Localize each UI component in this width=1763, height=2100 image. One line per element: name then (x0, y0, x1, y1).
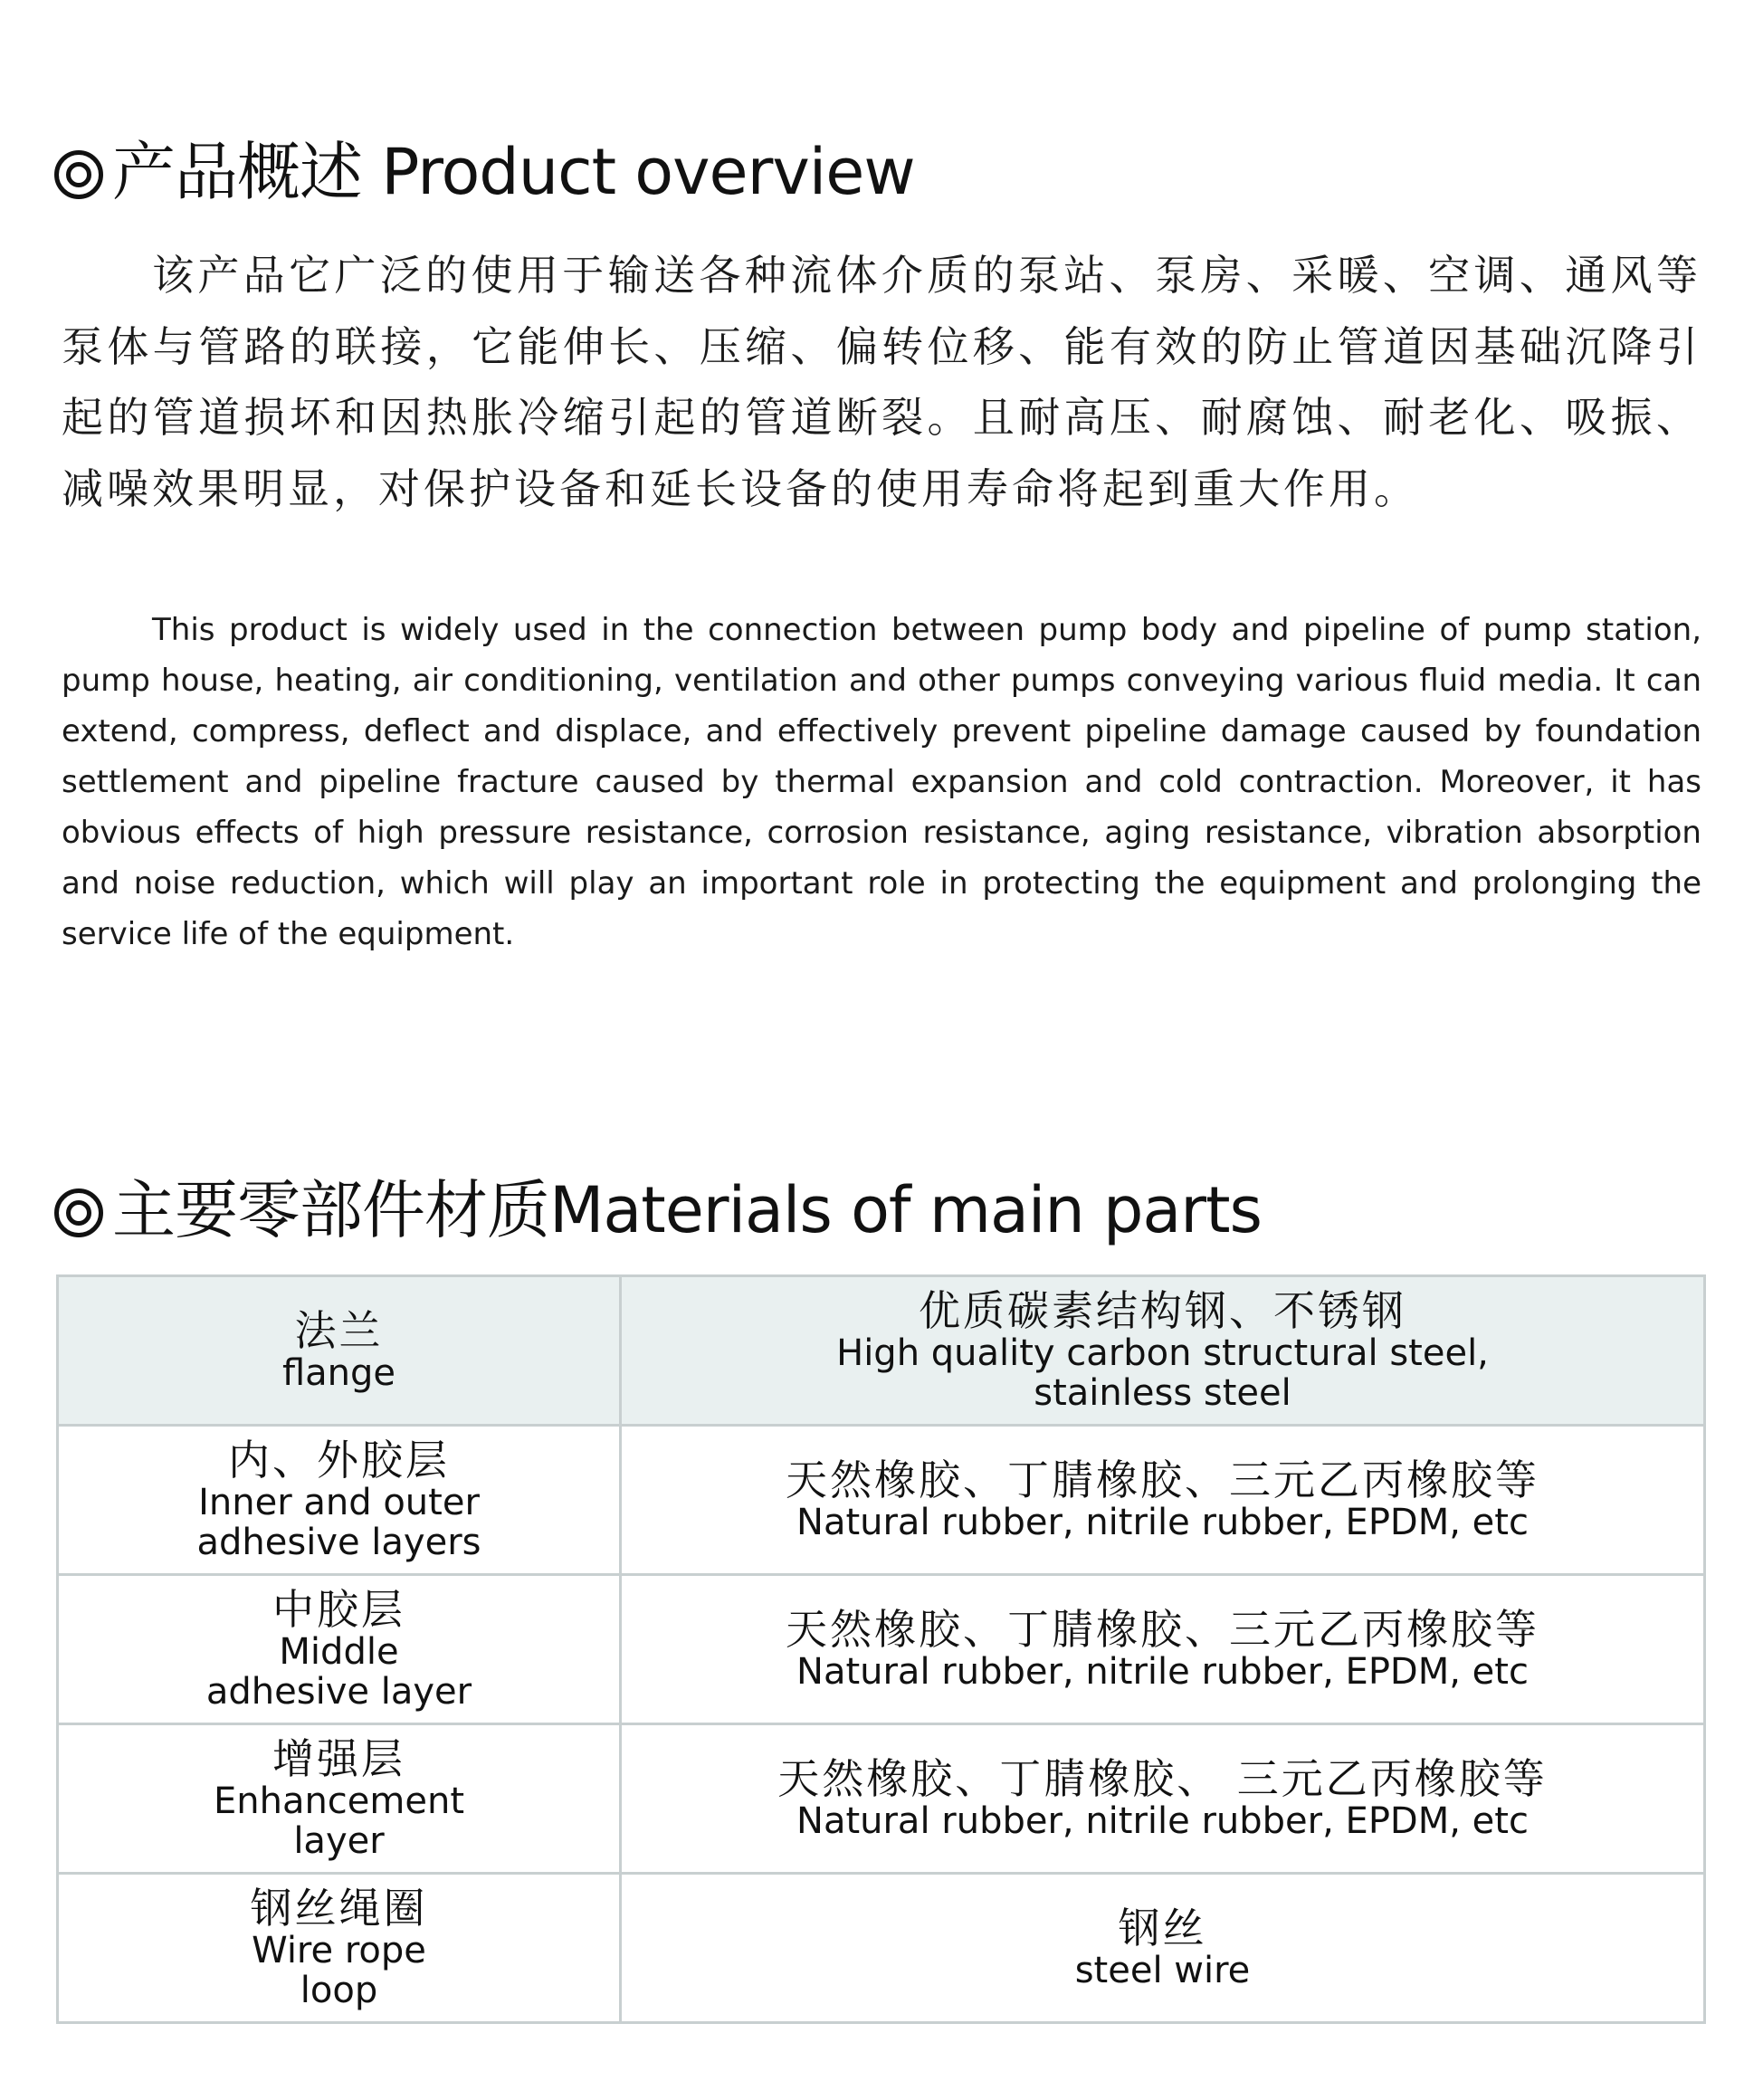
part-cell (58, 1874, 621, 2023)
materials-heading (54, 1174, 1262, 1246)
part-cell (58, 1575, 621, 1724)
part-name-zh: 法兰 (294, 1306, 384, 1355)
material-cell (621, 1724, 1705, 1874)
material-cell (621, 1276, 1705, 1426)
part-cell (58, 1276, 621, 1426)
table-row (58, 1426, 1705, 1575)
material-zh: 天然橡胶、丁腈橡胶、三元乙丙橡胶等 (786, 1605, 1539, 1654)
table-row (58, 1276, 1705, 1426)
material-en: steel wire (1074, 1950, 1251, 1991)
material-zh: 钢丝 (1118, 1904, 1207, 1952)
part-name-en: Wire rope loop (252, 1930, 426, 2011)
part-name-en: flange (281, 1352, 396, 1394)
part-cell (58, 1724, 621, 1874)
part-name-en: Inner and outer adhesive layers (196, 1482, 481, 1563)
part-name-zh: 内、外胶层 (228, 1436, 450, 1484)
material-cell (621, 1874, 1705, 2023)
part-name-en: Middle adhesive layer (205, 1631, 472, 1713)
materials-heading-text: 主要零部件材质Materials of main parts (112, 1173, 1262, 1247)
material-en: High quality carbon structural steel, stainless steel (836, 1332, 1489, 1414)
part-name-zh: 钢丝绳圈 (250, 1884, 428, 1933)
part-cell (58, 1426, 621, 1575)
table-row (58, 1575, 1705, 1724)
material-cell (621, 1426, 1705, 1575)
material-zh: 天然橡胶、丁腈橡胶、三元乙丙橡胶等 (786, 1456, 1539, 1504)
material-en: Natural rubber, nitrile rubber, EPDM, etc (796, 1800, 1529, 1842)
materials-table (56, 1274, 1706, 2024)
part-name-en: Enhancement layer (213, 1780, 465, 1862)
double-circle-icon (54, 1188, 103, 1237)
material-cell (621, 1575, 1705, 1724)
overview-heading-text: 产品概述 Product overview (112, 135, 915, 209)
table-row (58, 1874, 1705, 2023)
part-name-zh: 中胶层 (272, 1585, 405, 1634)
table-row (58, 1724, 1705, 1874)
overview-heading (54, 136, 915, 208)
material-en: Natural rubber, nitrile rubber, EPDM, etc (796, 1651, 1529, 1693)
double-circle-icon (54, 150, 103, 199)
overview-english-paragraph: This product is widely used in the connection between pump body and pipeline of pump station, pump house, heating, air conditioning, ventilation and other pumps conveying various fluid media. It can extend, compress, deflect and displace, and effectively prevent pipeline damage caused by foundation settlement and pipeline fracture caused by thermal expansion and cold contraction. Moreover, it has obvious effects of high pressure resistance, corrosion resistance, aging resistance, vibration absorption and noise reduction, which will play an important role in protecting the equipment and prolonging the service life of the equipment. (62, 612, 1701, 952)
part-name-zh: 增强层 (272, 1734, 405, 1783)
material-zh: 优质碳素结构钢、不锈钢 (919, 1286, 1406, 1335)
overview-chinese-paragraph: 该产品它广泛的使用于输送各种流体介质的泵站、泵房、采暖、空调、通风等泵体与管路的联接，它能伸长、压缩、偏转位移、能有效的防止管道因基础沉降引起的管道损坏和因热胀冷缩引起的管道断裂。且耐高压、耐腐蚀、耐老化、吸振、减噪效果明显，对保护设备和延长设备的使用寿命将起到重大作用。 (62, 251, 1701, 513)
material-zh: 天然橡胶、丁腈橡胶、 三元乙丙橡胶等 (777, 1754, 1548, 1803)
material-en: Natural rubber, nitrile rubber, EPDM, etc (796, 1502, 1529, 1543)
